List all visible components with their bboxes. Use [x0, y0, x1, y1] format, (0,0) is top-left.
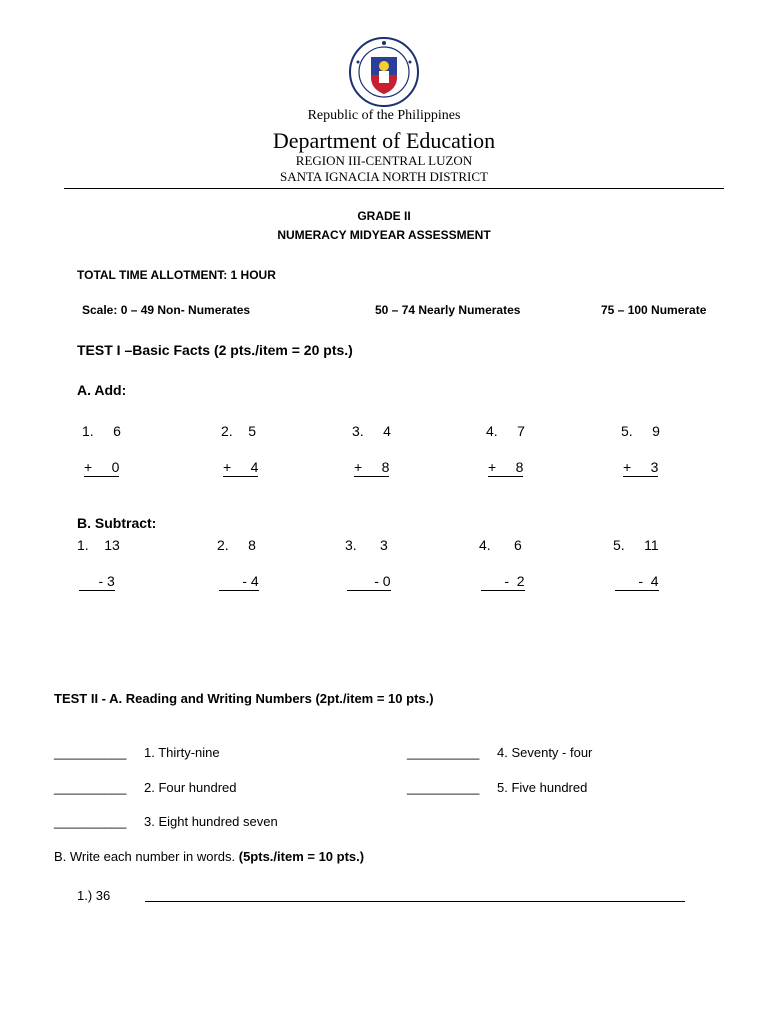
- subtract-problem-top: 3. 3: [345, 537, 388, 553]
- add-problem-bottom: + 8: [488, 459, 524, 475]
- add-heading: A. Add:: [77, 382, 127, 398]
- header-divider: [64, 188, 724, 189]
- add-problem-top: 5. 9: [621, 423, 660, 439]
- test1-heading: TEST I –Basic Facts (2 pts./item = 20 pts.): [77, 342, 353, 358]
- subtract-problem-top: 5. 11: [613, 537, 659, 553]
- deped-seal-logo: [349, 37, 419, 107]
- subtract-problem-bottom: - 2: [481, 573, 525, 589]
- district-label: SANTA IGNACIA NORTH DISTRICT: [280, 169, 488, 184]
- scale-nearly-numerates: 50 – 74 Nearly Numerates: [375, 303, 521, 317]
- test2-item-1: 1. Thirty-nine: [144, 745, 220, 760]
- test2-heading: TEST II - A. Reading and Writing Numbers (2pt./item = 10 pts.): [54, 691, 434, 706]
- answer-blank[interactable]: __________: [407, 745, 480, 760]
- answer-blank[interactable]: __________: [54, 745, 127, 760]
- republic-label: Republic of the Philippines: [307, 108, 461, 123]
- subtract-problem-bottom: - 0: [347, 573, 391, 589]
- scale-numerate: 75 – 100 Numerate: [601, 303, 707, 317]
- subtract-problem-bottom: - 4: [615, 573, 659, 589]
- answer-blank[interactable]: __________: [407, 780, 480, 795]
- add-problem-top: 4. 7: [486, 423, 525, 439]
- time-allotment: TOTAL TIME ALLOTMENT: 1 HOUR: [77, 268, 276, 282]
- add-problem-top: 1. 6: [82, 423, 121, 439]
- test2-b-heading-text: B. Write each number in words.: [54, 849, 239, 864]
- subtract-heading: B. Subtract:: [77, 515, 157, 531]
- region-label: REGION III-CENTRAL LUZON: [295, 153, 473, 168]
- answer-blank[interactable]: __________: [54, 780, 127, 795]
- answer-line[interactable]: [145, 901, 685, 902]
- test2-b-heading: [54, 849, 364, 864]
- subtract-problem-bottom: - 4: [219, 573, 259, 589]
- subtract-problem-top: 2. 8: [217, 537, 256, 553]
- test2-b-heading-points: (5pts./item = 10 pts.): [238, 849, 365, 864]
- add-problem-bottom: + 3: [623, 459, 659, 475]
- subtract-problem-top: 4. 6: [479, 537, 522, 553]
- scale-non-numerates: Scale: 0 – 49 Non- Numerates: [82, 303, 251, 317]
- test2-item-5: 5. Five hundred: [497, 780, 588, 795]
- assessment-title: NUMERACY MIDYEAR ASSESSMENT: [277, 228, 491, 242]
- test2-item-2: 2. Four hundred: [144, 780, 237, 795]
- answer-blank[interactable]: __________: [54, 814, 127, 829]
- grade-label: GRADE II: [357, 209, 411, 223]
- test2-item-4: 4. Seventy - four: [497, 745, 593, 760]
- add-problem-bottom: + 8: [354, 459, 390, 475]
- add-problem-bottom: + 0: [84, 459, 120, 475]
- test2-b-item-1: 1.) 36: [77, 888, 111, 903]
- add-problem-top: 2. 5: [221, 423, 257, 439]
- add-problem-top: 3. 4: [352, 423, 391, 439]
- subtract-problem-top: 1. 13: [77, 537, 120, 553]
- add-problem-bottom: + 4: [223, 459, 259, 475]
- test2-item-3: 3. Eight hundred seven: [144, 814, 278, 829]
- subtract-problem-bottom: - 3: [79, 573, 115, 589]
- department-title: Department of Education: [272, 128, 496, 153]
